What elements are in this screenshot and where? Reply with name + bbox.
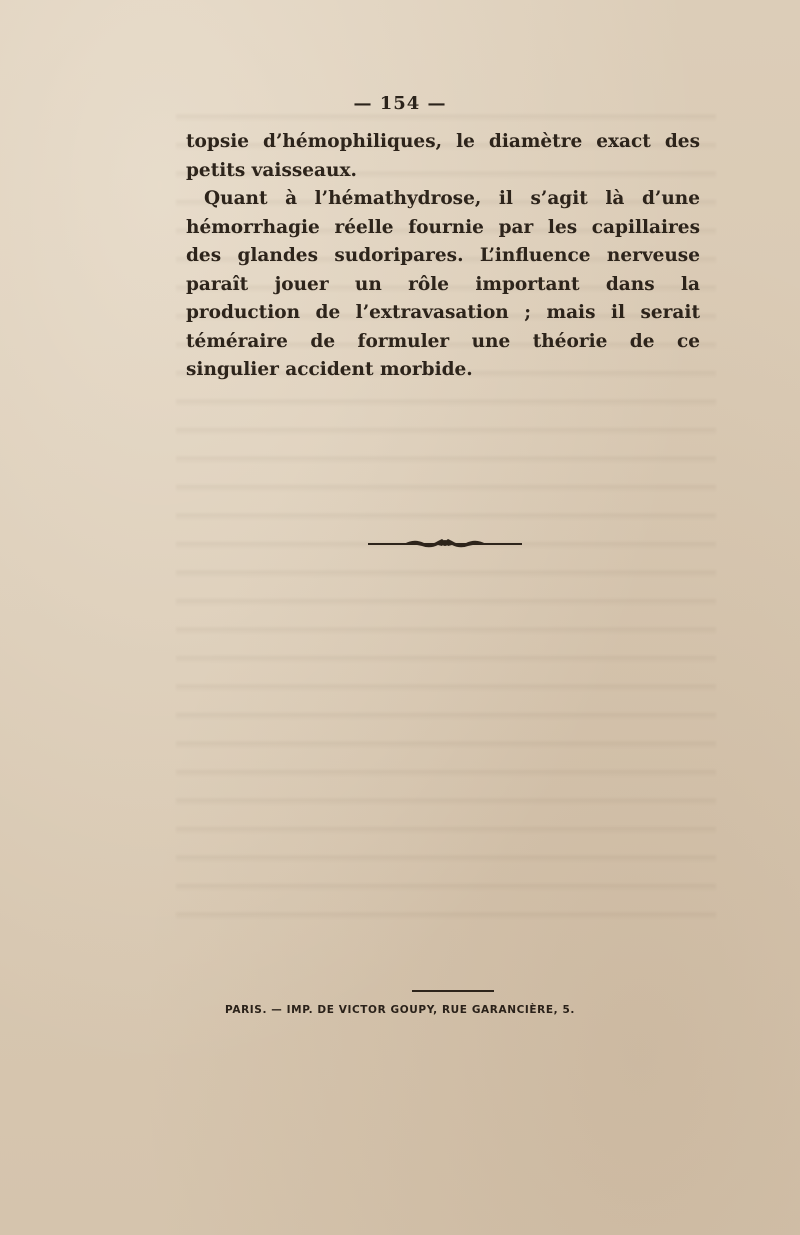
paragraph-continuation: topsie d’hémophiliques, le diamètre exact des petits vaisseaux. (186, 131, 700, 181)
divider-rule (412, 990, 494, 992)
fleuron-ornament-icon (368, 536, 522, 550)
paragraph: Quant à l’hémathydrose, il s’agit là d’une hémorrhagie réelle fournie par les capillaires des glandes sudoripares. L’influence nerveuse paraît jouer un rôle important dans la production de l’extravasation ; mais il serait téméraire de formuler une théorie de ce singulier accident morbide. (186, 188, 700, 380)
body-text (186, 128, 700, 385)
printer-imprint: PARIS. — IMP. DE VICTOR GOUPY, RUE GARANCIÈRE, 5. (225, 1004, 575, 1016)
page-number: — 154 — (353, 93, 447, 114)
